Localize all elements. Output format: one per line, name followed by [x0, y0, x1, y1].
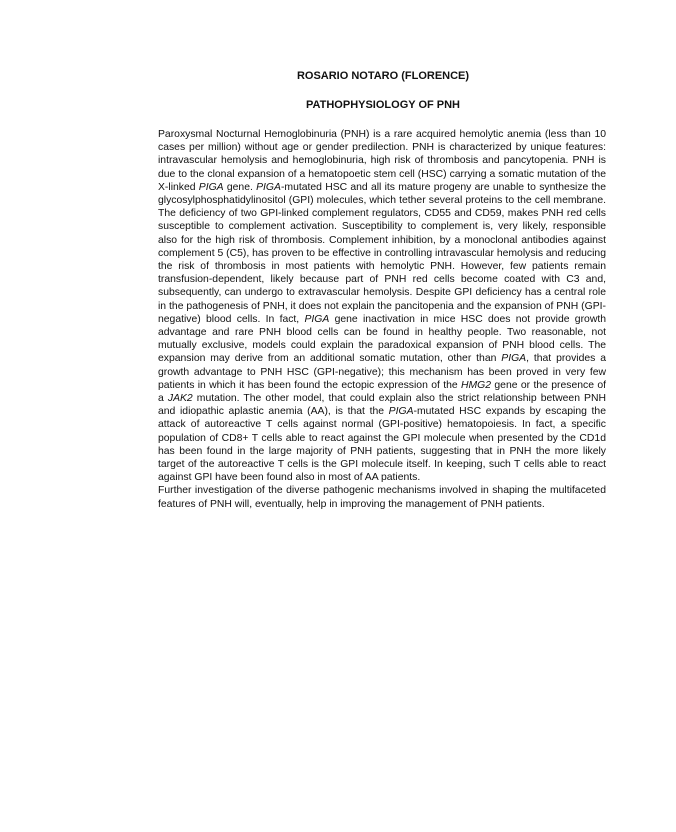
text-run: gene inactivation in mice HSC does not provide growth advantage and rare PNH blood cells can be found in healthy people. Two reasonable, not mutually exclusive, models could explain the paradoxical expansion of PNH blood cells. The expansion may derive from an additional somatic mutation, other than	[158, 313, 606, 365]
gene-name-italic: HMG2	[461, 379, 492, 391]
gene-name-italic: PIGA	[198, 181, 224, 193]
gene-name-italic: PIGA	[388, 406, 414, 418]
text-run: mutation. The other model, that could explain also the strict relationship between PNH and idiopathic aplastic anemia (AA), is that the	[158, 393, 606, 418]
body-paragraph-2: Further investigation of the diverse pathogenic mechanisms involved in shaping the multifaceted features of PNH will, eventually, help in improving the management of PNH patients.	[158, 485, 606, 510]
text-run: gene or the presence of a	[158, 379, 606, 405]
gene-name-italic: PIGA	[501, 353, 527, 365]
gene-name-italic: PIGA	[256, 181, 281, 193]
gene-name-italic: PIGA	[304, 313, 330, 325]
page-title: PATHOPHYSIOLOGY OF PNH	[305, 99, 461, 111]
body-paragraph-1	[158, 128, 606, 484]
text-run: -mutated HSC and all its mature progeny are unable to synthesize the glycosylphosphatidylinositol (GPI) molecules, which tether several proteins to the cell membrane. The deficiency of two GPI-linked complement regulators, CD55 and CD59, makes PNH red cells susceptible to complement activation. Susceptibility to complement is, very likely, responsible also for the high risk of thrombosis. Complement inhibition, by a monoclonal antibodies against complement 5 (C5), has proven to be effective in controlling intravascular hemolysis and reducing the risk of thrombosis in most patients with hemolytic PNH. However, few patients remain transfusion-dependent, likely because part of PNH red cells become coated with C3 and, subsequently, can undergo to extravascular hemolysis. Despite GPI deficiency has a central role in the pathogenesis of PNH, it does not explain the pancitopenia and the expansion of PNH (GPI-negative) blood cells. In fact,	[158, 181, 606, 325]
text-run: Paroxysmal Nocturnal Hemoglobinuria (PNH) is a rare acquired hemolytic anemia (less than 10 cases per million) without age or gender predilection. PNH is characterized by unique features: intravascular hemolysis and hemoglobinuria, high risk of thrombosis and pancytopenia. PNH is due to the clonal expansion of a hematopoetic stem cell (HSC) carrying a somatic mutation of the X-linked	[158, 129, 606, 193]
text-run: -mutated HSC expands by escaping the attack of autoreactive T cells against normal (GPI-positive) hematopoiesis. In fact, a specific population of CD8+ T cells able to react against the GPI molecule when presented by the CD1d has been found in the large majority of PNH patients, suggesting that in PNH the more likely target of the autoreactive T cells is the GPI molecule itself. In keeping, such T cells able to react against GPI have been found also in most of AA patients.	[158, 406, 606, 484]
text-run: gene.	[223, 181, 257, 193]
author-heading: ROSARIO NOTARO (FLORENCE)	[296, 70, 470, 82]
abstract-body	[158, 128, 606, 511]
gene-name-italic: JAK2	[167, 393, 193, 405]
text-run: , that provides a growth advantage to PNH HSC (GPI-negative); this mechanism has been proved in very few patients in which it has been found the ectopic expression of the	[158, 353, 606, 391]
